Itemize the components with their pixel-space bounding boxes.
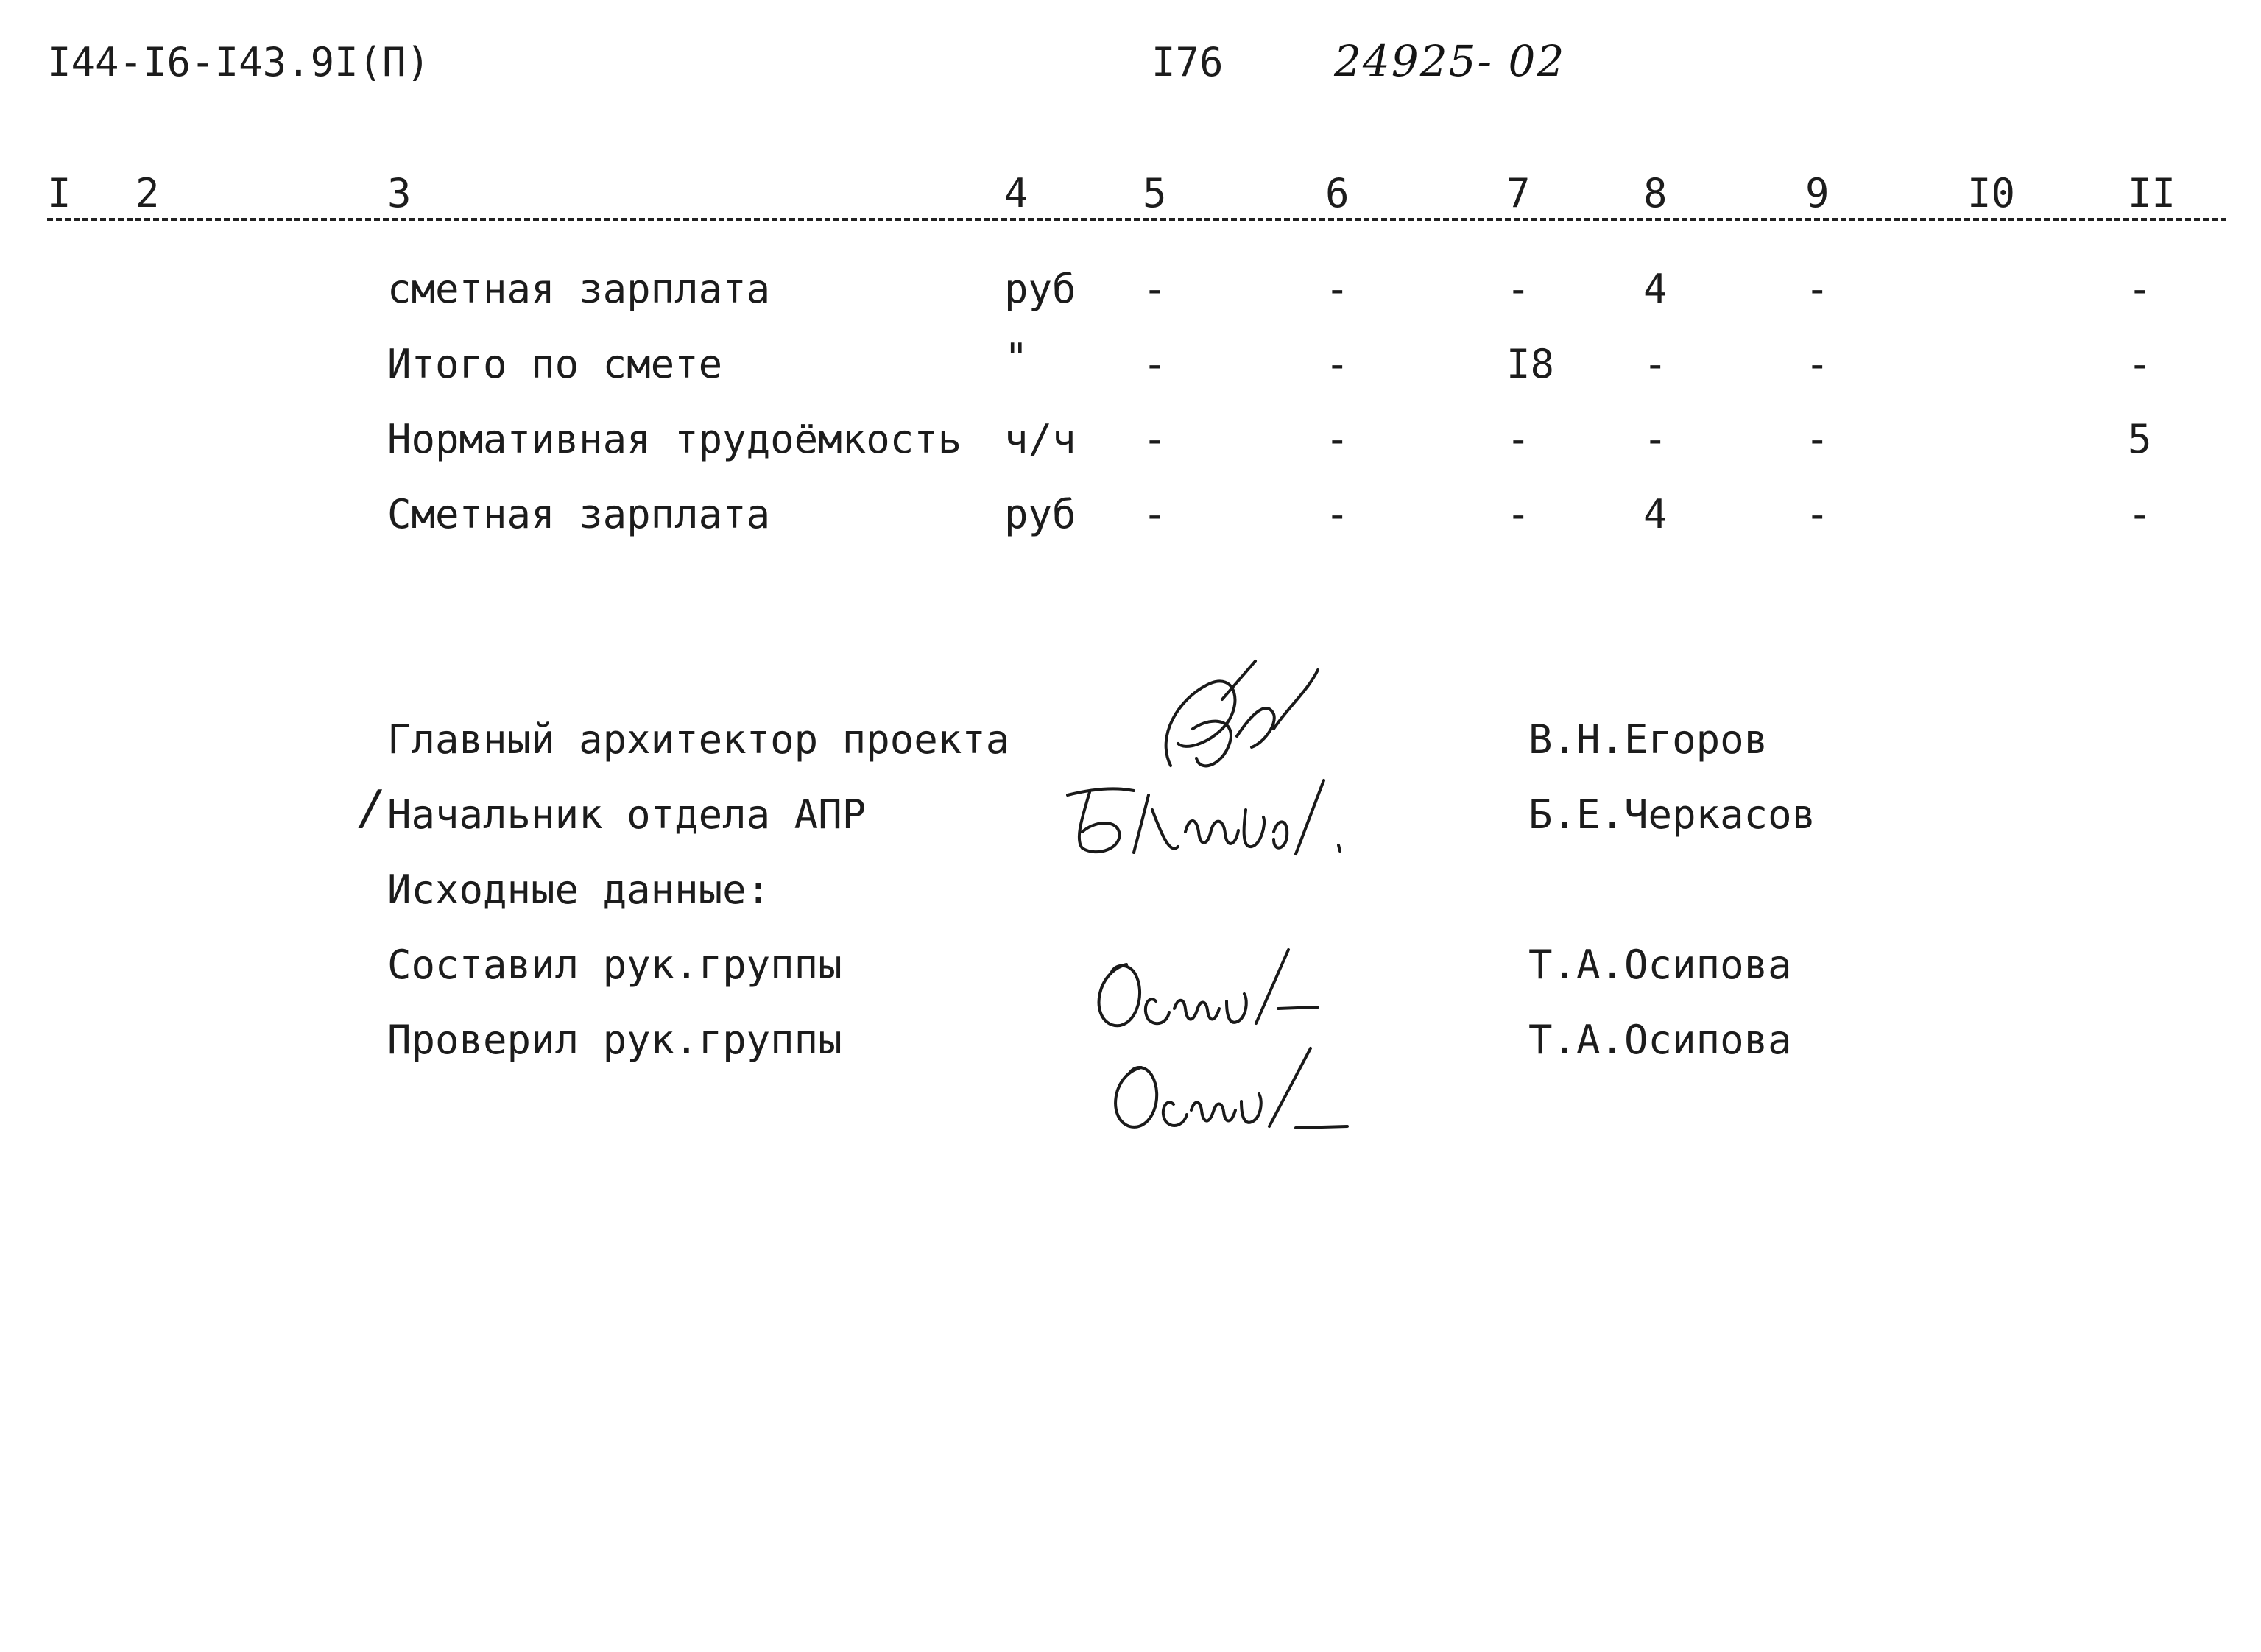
- cell-col9: -: [1805, 416, 1830, 462]
- cell-col5: -: [1143, 341, 1167, 387]
- signature-compiled-by: [1082, 942, 1362, 1045]
- page-number: I76: [1151, 39, 1224, 85]
- cell-col5: -: [1143, 491, 1167, 537]
- row-unit: ч/ч: [1004, 416, 1076, 462]
- cell-col8: 4: [1643, 266, 1668, 312]
- signatory-role: Проверил рук.группы: [387, 1017, 842, 1063]
- column-header-1: I: [47, 170, 71, 216]
- row-label: Нормативная трудоёмкость: [387, 416, 962, 462]
- column-header-3: 3: [387, 170, 412, 216]
- column-header-6: 6: [1325, 170, 1350, 216]
- signatory-role: Главный архитектор проекта: [387, 716, 1010, 763]
- header-divider: [47, 218, 2226, 221]
- cell-col6: -: [1325, 416, 1350, 462]
- cell-col5: -: [1143, 266, 1167, 312]
- cell-col6: -: [1325, 341, 1350, 387]
- signatory-role: Исходные данные:: [387, 866, 771, 913]
- signatory-name: Б.Е.Черкасов: [1528, 791, 1816, 838]
- cell-col8: -: [1643, 416, 1668, 462]
- cell-col11: -: [2128, 341, 2152, 387]
- signatory-name: В.Н.Егоров: [1528, 716, 1768, 763]
- cell-col9: -: [1805, 341, 1830, 387]
- margin-mark: /: [358, 781, 387, 836]
- cell-col7: -: [1506, 416, 1531, 462]
- row-unit: ": [1004, 335, 1029, 381]
- signatory-name: Т.А.Осипова: [1528, 1017, 1792, 1063]
- signatory-name: Т.А.Осипова: [1528, 942, 1792, 988]
- row-label: Итого по смете: [387, 341, 723, 387]
- cell-col7: -: [1506, 491, 1531, 537]
- cell-col5: -: [1143, 416, 1167, 462]
- row-label: сметная зарплата: [387, 266, 771, 312]
- cell-col9: -: [1805, 491, 1830, 537]
- signatory-role: Начальник отдела АПР: [387, 791, 867, 838]
- column-header-8: 8: [1643, 170, 1668, 216]
- cell-col9: -: [1805, 266, 1830, 312]
- cell-col11: -: [2128, 266, 2152, 312]
- column-header-11: II: [2128, 170, 2176, 216]
- cell-col8: -: [1643, 341, 1668, 387]
- column-header-4: 4: [1004, 170, 1029, 216]
- row-label: Сметная зарплата: [387, 491, 771, 537]
- cell-col11: -: [2128, 491, 2152, 537]
- row-unit: руб: [1004, 491, 1076, 537]
- column-header-5: 5: [1143, 170, 1167, 216]
- column-header-7: 7: [1506, 170, 1531, 216]
- row-unit: руб: [1004, 266, 1076, 312]
- column-header-2: 2: [135, 170, 160, 216]
- signature-department-head: [1053, 766, 1362, 883]
- cell-col6: -: [1325, 266, 1350, 312]
- cell-col11: 5: [2128, 416, 2152, 462]
- column-header-10: I0: [1967, 170, 2016, 216]
- document-code: I44-I6-I43.9I(П): [47, 39, 431, 85]
- cell-col8: 4: [1643, 491, 1668, 537]
- cell-col7: -: [1506, 266, 1531, 312]
- handwritten-number: 24925- 02: [1334, 36, 1566, 86]
- signature-checked-by: [1097, 1038, 1377, 1148]
- cell-col7: I8: [1506, 341, 1555, 387]
- column-header-9: 9: [1805, 170, 1830, 216]
- cell-col6: -: [1325, 491, 1350, 537]
- signatory-role: Составил рук.группы: [387, 942, 842, 988]
